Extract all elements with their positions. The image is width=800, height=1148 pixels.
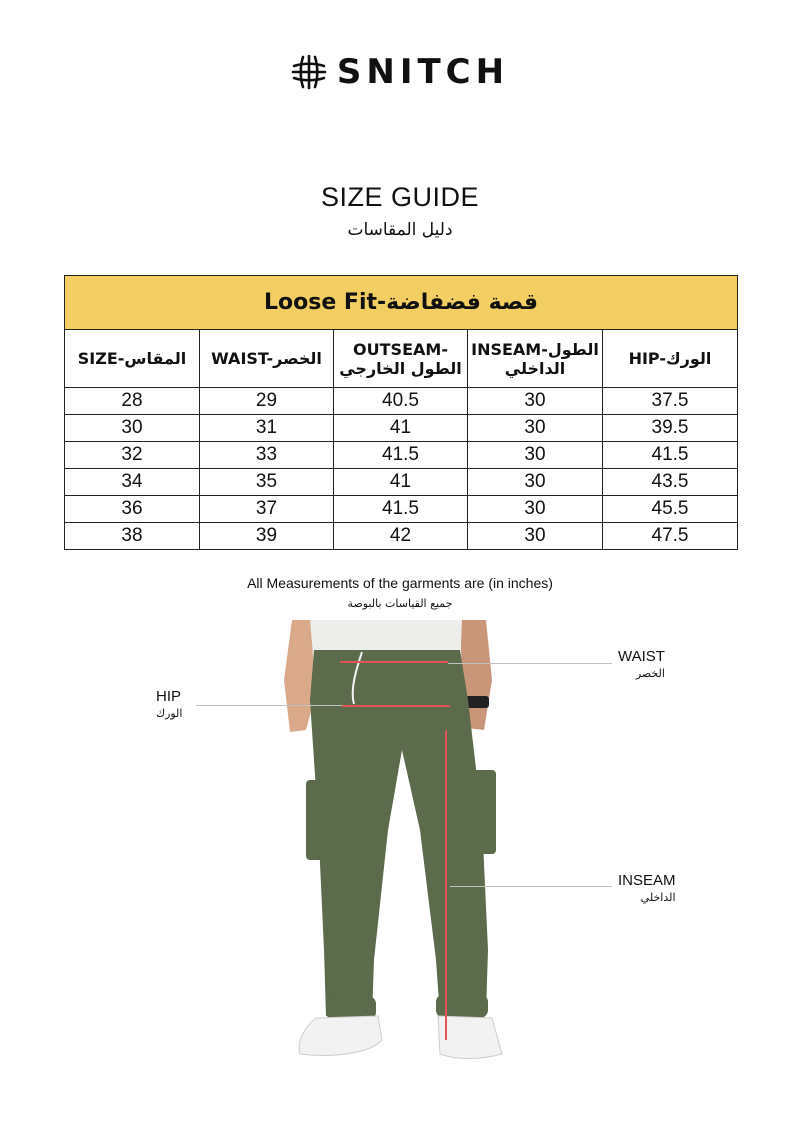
table-cell: 47.5 [603,523,738,550]
measurement-note: All Measurements of the garments are (in inches) [247,575,553,591]
col-header-outseam: OUTSEAM- الطول الخارجي [334,330,468,388]
col-header-waist: WAIST-الخصر [200,330,334,388]
hip-label: HIP الورك [156,688,183,720]
hip-leader-line [196,705,342,706]
table-cell: 37 [200,496,334,523]
table-cell: 42 [334,523,468,550]
table-cell: 30 [468,496,603,523]
table-cell: 30 [468,469,603,496]
table-cell: 30 [468,442,603,469]
table-cell: 39.5 [603,415,738,442]
table-cell: 41 [334,469,468,496]
table-cell: 30 [65,415,200,442]
table-cell: 35 [200,469,334,496]
sneaker-left [299,1016,382,1055]
table-cell: 30 [468,388,603,415]
column-headers [65,330,738,388]
table-cell: 40.5 [334,388,468,415]
col-header-inseam: INSEAM-الطول الداخلي [468,330,603,388]
table-row [65,415,738,442]
table-cell: 41.5 [334,496,468,523]
table-row [65,469,738,496]
cargo-pocket-right [470,770,496,854]
table-cell: 43.5 [603,469,738,496]
table-cell: 33 [200,442,334,469]
hash-grid-icon [291,54,327,90]
page-title: SIZE GUIDE [320,182,480,212]
size-chart-table [64,275,738,550]
table-cell: 31 [200,415,334,442]
table-cell: 37.5 [603,388,738,415]
inseam-leader-line [450,886,612,887]
table-row [65,442,738,469]
table-cell: 32 [65,442,200,469]
table-row [65,388,738,415]
waist-label: WAIST الخصر [618,648,665,680]
table-row [65,496,738,523]
page-subtitle: دليل المقاسات [347,220,453,240]
brand-name: SNITCH [336,52,510,92]
table-cell: 45.5 [603,496,738,523]
table-cell: 41.5 [334,442,468,469]
sneaker-right [438,1016,502,1059]
table-row [65,523,738,550]
waist-leader-line [448,663,612,664]
left-arm [284,620,314,732]
table-cell: 38 [65,523,200,550]
table-cell: 41.5 [603,442,738,469]
table-cell: 39 [200,523,334,550]
table-cell: 30 [468,415,603,442]
measurement-note-arabic: جميع القياسات بالبوصة [347,597,453,610]
col-header-size: SIZE-المقاس [65,330,200,388]
table-cell: 41 [334,415,468,442]
table-cell: 28 [65,388,200,415]
table-cell: 34 [65,469,200,496]
fit-title: Loose Fit-قصة فضفاضة [65,276,738,330]
brand-logo [0,52,800,92]
model-illustration [270,620,530,1080]
cuff-right [436,994,488,1018]
inseam-label: INSEAM الداخلي [618,872,676,904]
table-cell: 29 [200,388,334,415]
col-header-hip: HIP-الورك [603,330,738,388]
table-cell: 36 [65,496,200,523]
cargo-pocket-left [306,780,330,860]
table-cell: 30 [468,523,603,550]
